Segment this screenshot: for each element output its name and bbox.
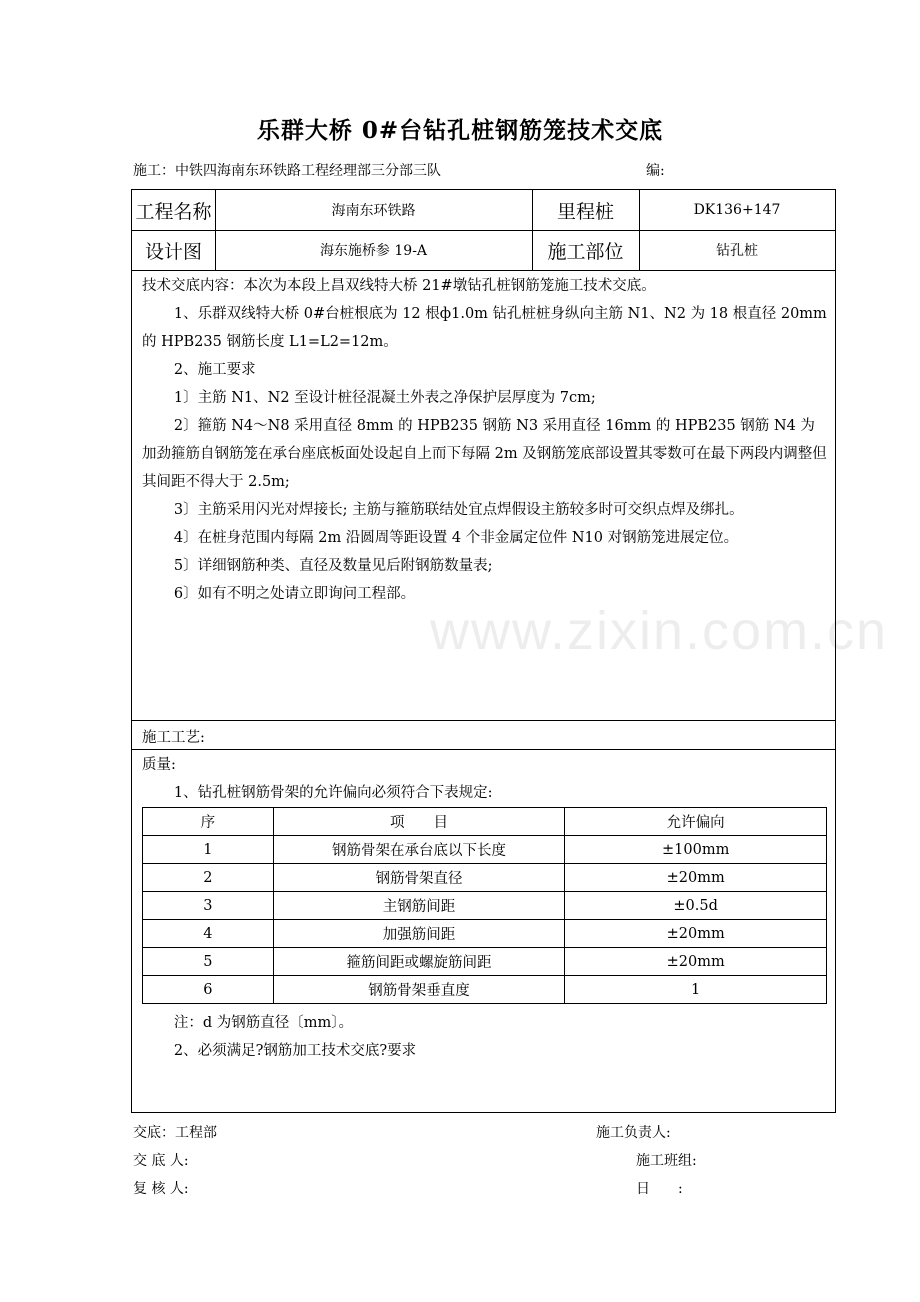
content-item-2: 2、施工要求 xyxy=(173,362,256,378)
row-tolerance: 1 xyxy=(565,976,827,1004)
footer-construction-lead: 施工负责人: xyxy=(596,1125,671,1141)
table-row xyxy=(143,836,827,864)
project-name-value: 海南东环铁路 xyxy=(331,203,416,219)
quality-notes xyxy=(142,1009,828,1065)
table-header-row xyxy=(143,808,827,836)
row-item: 箍筋间距或螺旋筋间距 xyxy=(273,948,565,976)
header-no: 序 xyxy=(143,808,274,836)
footer-reviewer: 复 核 人: xyxy=(133,1181,189,1197)
row-tolerance: ±0.5d xyxy=(565,892,827,920)
row-item: 钢筋骨架在承台底以下长度 xyxy=(273,836,565,864)
watermark: www.zixin.com.cn xyxy=(430,601,889,661)
design-drawing-value: 海东施桥参 19-A xyxy=(319,243,428,259)
row-item: 钢筋骨架直径 xyxy=(273,864,565,892)
project-name-label: 工程名称 xyxy=(135,200,212,223)
footer-discloser: 交 底 人: xyxy=(133,1153,189,1169)
row-tolerance: ±20mm xyxy=(565,920,827,948)
document-title: 乐群大桥 0#台钻孔桩钢筋笼技术交底 xyxy=(256,117,664,144)
table-note: 注：d 为钢筋直径〔mm〕。 xyxy=(173,1015,354,1031)
footer-construction-team: 施工班组: xyxy=(636,1153,697,1169)
table-row xyxy=(143,892,827,920)
row-no: 3 xyxy=(143,892,274,920)
requirement-2: 2〕箍筋 N4～N8 采用直径 8mm 的 HPB235 钢筋 N3 采用直径 16mm 的 HPB235 钢筋 N4 为加劲箍筋自钢筋笼在承台座底板面处设起自上而下每隔 2m 及钢筋笼底部设置其零数可在最下两段内调整但其间距不得大于 2.5m; xyxy=(142,418,827,490)
quality-label: 质量: xyxy=(142,757,176,773)
row-item: 加强筋间距 xyxy=(273,920,565,948)
quality-section xyxy=(142,751,828,807)
footer-date: 日 : xyxy=(636,1181,683,1197)
row-no: 2 xyxy=(143,864,274,892)
footer-disclosed-by: 交底：工程部 xyxy=(133,1125,217,1141)
row-no: 1 xyxy=(143,836,274,864)
row-no: 4 xyxy=(143,920,274,948)
design-drawing-label: 设计图 xyxy=(144,240,202,263)
requirement-4: 4〕在桩身范围内每隔 2m 沿圆周等距设置 4 个非金属定位件 N10 对钢筋笼进展定位。 xyxy=(173,530,739,546)
content-item-1: 1、乐群双线特大桥 0#台桩根底为 12 根ф1.0m 钻孔桩桩身纵向主筋 N1、N2 为 18 根直径 20mm 的 HPB235 钢筋长度 L1=L2=12m。 xyxy=(142,306,827,350)
construction-part-value: 钻孔桩 xyxy=(716,243,758,259)
quality-line-1: 1、钻孔桩钢筋骨架的允许偏向必须符合下表规定: xyxy=(173,785,493,801)
row-no: 6 xyxy=(143,976,274,1004)
construction-part-label: 施工部位 xyxy=(547,240,624,263)
table-row xyxy=(143,864,827,892)
document-number-label: 编: xyxy=(646,163,665,179)
table-row xyxy=(143,976,827,1004)
header-item: 项 目 xyxy=(273,808,565,836)
construction-unit: 施工：中铁四海南东环铁路工程经理部三分部三队 xyxy=(133,163,441,179)
mileage-value: DK136+147 xyxy=(693,202,781,218)
content-intro: 技术交底内容：本次为本段上昌双线特大桥 21#墩钻孔桩钢筋笼施工技术交底。 xyxy=(142,278,656,294)
process-label: 施工工艺: xyxy=(142,730,205,746)
row-tolerance: ±20mm xyxy=(565,948,827,976)
requirement-1: 1〕主筋 N1、N2 至设计桩径混凝土外表之净保护层厚度为 7cm; xyxy=(173,390,596,406)
requirement-3: 3〕主筋采用闪光对焊接长; 主筋与箍筋联结处宜点焊假设主筋较多时可交织点焊及绑扎。 xyxy=(173,502,744,518)
requirement-5: 5〕详细钢筋种类、直径及数量见后附钢筋数量表; xyxy=(173,558,493,574)
row-tolerance: ±20mm xyxy=(565,864,827,892)
mileage-label: 里程桩 xyxy=(556,200,614,223)
header-tolerance: 允许偏向 xyxy=(565,808,827,836)
row-item: 钢筋骨架垂直度 xyxy=(273,976,565,1004)
tolerance-table xyxy=(142,807,827,1004)
table-row xyxy=(143,948,827,976)
quality-line-2: 2、必须满足?钢筋加工技术交底?要求 xyxy=(173,1043,417,1059)
row-no: 5 xyxy=(143,948,274,976)
requirement-6: 6〕如有不明之处请立即询问工程部。 xyxy=(173,586,416,602)
table-row xyxy=(143,920,827,948)
row-item: 主钢筋间距 xyxy=(273,892,565,920)
row-tolerance: ±100mm xyxy=(565,836,827,864)
technical-content xyxy=(142,272,828,608)
